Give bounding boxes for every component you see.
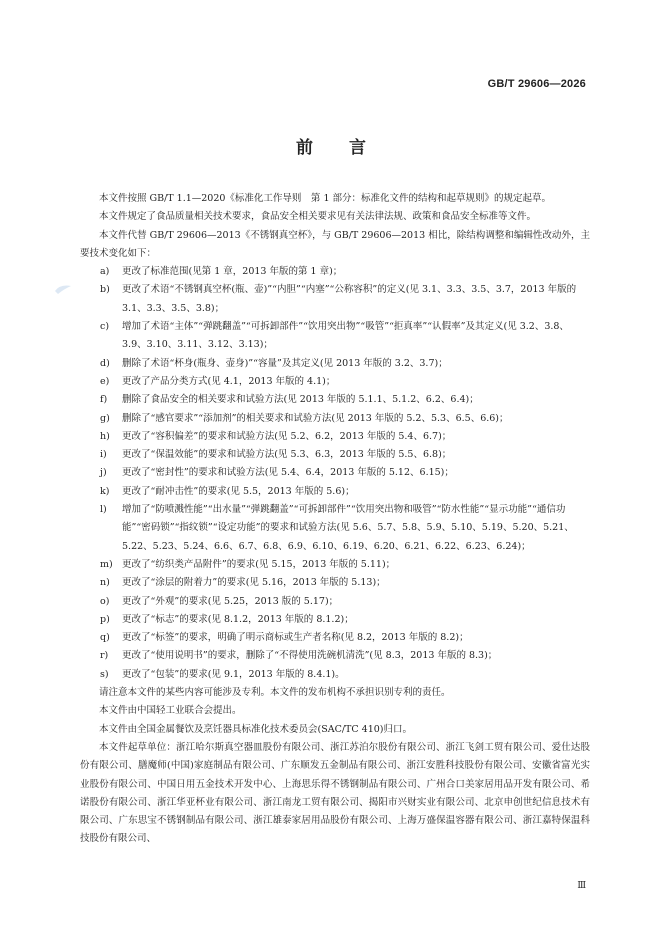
paragraph-scope-note: 本文件规定了食品质量相关技术要求，食品安全相关要求见有关法律法规、政策和食品安全标准等文件。: [99, 211, 537, 223]
list-item-label: f): [100, 394, 108, 406]
change-list: [80, 263, 590, 684]
paragraph-drafting-units: 本文件起草单位：浙江哈尔斯真空器皿股份有限公司、浙江苏泊尔股份有限公司、浙江飞剑工贸有限公司、爱仕达股份有限公司、膳魔师(中国)家庭制品有限公司、广东顺发五金制品有限公司、浙江安胜科技股份有限公司、安徽省富光实业股份有限公司、中国日用五金技术开发中心、上海思乐得不锈钢制品有限公司、广州合口美家居用品开发有限公司、希诺股份有限公司、浙江华亚杯业有限公司、浙江南龙工贸有限公司、揭阳市兴财实业有限公司、北京申创世纪信息技术有限公司、广东思宝不锈钢制品有限公司、浙江雄泰家居用品股份有限公司、上海万盛保温容器有限公司、浙江嘉特保温科技股份有限公司、: [80, 741, 590, 845]
list-item-label: p): [100, 613, 110, 625]
list-item: [80, 446, 590, 464]
list-item: [80, 629, 590, 647]
list-item-label: j): [100, 467, 107, 479]
list-item-label: n): [100, 577, 110, 589]
paragraph-drafting-rules: 本文件按照 GB/T 1.1—2020《标准化工作导则 第 1 部分：标准化文件的结构和起草规则》的规定起草。: [99, 193, 552, 204]
list-item-label: r): [100, 650, 109, 662]
list-item: [80, 428, 590, 446]
list-item-text: 删除了食品安全的相关要求和试验方法(见 2013 年版的 5.1.1、5.1.2、6.2、6.4)；: [122, 394, 479, 406]
list-item: [80, 574, 590, 592]
list-item: [80, 611, 590, 629]
list-item: [80, 464, 590, 482]
list-item-text: 删除了“感官要求”“添加剂”的相关要求和试验方法(见 2013 年版的 5.2、5.3、6.5、6.6)；: [122, 412, 509, 424]
list-item-label: b): [100, 284, 110, 296]
list-item-text: 更改了“标签”的要求，明确了明示商标或生产者名称(见 8.2，2013 年版的 8.2)；: [122, 632, 469, 644]
list-item-label: g): [100, 412, 110, 424]
paragraph-committee: 本文件由全国金属餐饮及烹饪器具标准化技术委员会(SAC/TC 410)归口。: [99, 723, 413, 735]
list-item-label: k): [100, 485, 110, 497]
list-item-text: 更改了“涂层的附着力”的要求(见 5.16，2013 年版的 5.13)；: [122, 577, 386, 589]
list-item-label: c): [100, 321, 110, 333]
list-item-text: 删除了术语“杯身(瓶身、壶身)”“容量”及其定义(见 2013 年版的 3.2、3.7)；: [122, 357, 448, 369]
list-item-label: l): [100, 504, 107, 516]
standard-number: GB/T 29606—2026: [487, 78, 586, 90]
list-item-text: 更改了“密封性”的要求和试验方法(见 5.4、6.4，2013 年版的 5.12、6.15)；: [122, 467, 454, 479]
list-item-label: a): [100, 266, 110, 278]
list-item-text: 更改了“包装”的要求(见 9.1，2013 年版的 8.4.1)。: [122, 668, 345, 680]
list-item-text: 更改了术语“不锈钢真空杯(瓶、壶)”“内胆”“内塞”“公称容积”的定义(见 3.1、3.3、3.5、3.7，2013 年版的 3.1、3.3、3.5、3.8)；: [122, 284, 577, 314]
paragraph-replacement: 本文件代替 GB/T 29606—2013《不锈钢真空杯》，与 GB/T 29606—2013 相比，除结构调整和编辑性改动外，主要技术变化如下：: [80, 229, 590, 259]
watermark-icon: [54, 283, 72, 295]
list-item-label: q): [100, 632, 110, 644]
list-item-text: 更改了标准范围(见第 1 章，2013 年版的第 1 章)；: [122, 266, 343, 278]
list-item-text: 更改了产品分类方式(见 4.1，2013 年版的 4.1)；: [122, 375, 336, 387]
list-item-label: i): [100, 449, 107, 461]
list-item: [80, 263, 590, 281]
list-item-text: 更改了“外观”的要求(见 5.25，2013 版的 5.17)；: [122, 595, 339, 607]
list-item-text: 更改了“使用说明书”的要求，删除了“不得使用洗碗机清洗”(见 8.3，2013 年版的 8.3)；: [122, 650, 498, 662]
list-item: [80, 318, 590, 355]
list-item-label: s): [100, 668, 109, 680]
list-item-text: 增加了术语“主体”“弹跳翻盖”“可拆卸部件”“饮用突出物”“吸管”“拒真率”“认假率”及其定义(见 3.2、3.8、3.9、3.10、3.11、3.12、3.13)；: [122, 321, 569, 351]
list-item: [80, 666, 590, 684]
foreword-body: [80, 190, 590, 849]
list-item-label: h): [100, 430, 110, 442]
list-item: [80, 556, 590, 574]
list-item-label: o): [100, 595, 110, 607]
list-item-label: e): [100, 375, 110, 387]
list-item-text: 更改了“容积偏差”的要求和试验方法(见 5.2、6.2，2013 年版的 5.4、6.7)；: [122, 430, 452, 442]
list-item: [80, 373, 590, 391]
page-number: Ⅲ: [577, 881, 586, 891]
list-item: [80, 281, 590, 318]
list-item-label: d): [100, 357, 110, 369]
list-item: [80, 355, 590, 373]
list-item-text: 更改了“保温效能”的要求和试验方法(见 5.3、6.3，2013 年版的 5.5、6.8)；: [122, 449, 452, 461]
list-item-text: 更改了“耐冲击性”的要求(见 5.5，2013 年版的 5.6)；: [122, 485, 355, 497]
page-title: 前言: [296, 138, 402, 158]
paragraph-proposed-by: 本文件由中国轻工业联合会提出。: [99, 705, 242, 717]
list-item: [80, 501, 590, 556]
list-item-text: 更改了“标志”的要求(见 8.1.2，2013 年版的 8.1.2)；: [122, 613, 354, 625]
list-item-label: m): [100, 558, 113, 570]
paragraph-patent: 请注意本文件的某些内容可能涉及专利。本文件的发布机构不承担识别专利的责任。: [99, 687, 451, 699]
list-item-text: 增加了“防喷溅性能”“出水量”“弹跳翻盖”“可拆卸部件”“饮用突出物和吸管”“防水性能”“显示功能”“通信功能”“密码锁”“指纹锁”“设定功能”的要求和试验方法(见 5.6、5.7、5.8、5.9、5.10、5.19、5.20、5.21、5.22、5.23、5.24、6.6、6.7、6.8、6.9、6.10、6.19、6.20、6.21、6.22、6.23、6.24)；: [122, 504, 574, 552]
list-item: [80, 647, 590, 665]
list-item: [80, 483, 590, 501]
list-item: [80, 410, 590, 428]
list-item: [80, 593, 590, 611]
list-item: [80, 391, 590, 409]
list-item-text: 更改了“纺织类产品附件”的要求(见 5.15，2013 年版的 5.11)；: [122, 558, 396, 570]
